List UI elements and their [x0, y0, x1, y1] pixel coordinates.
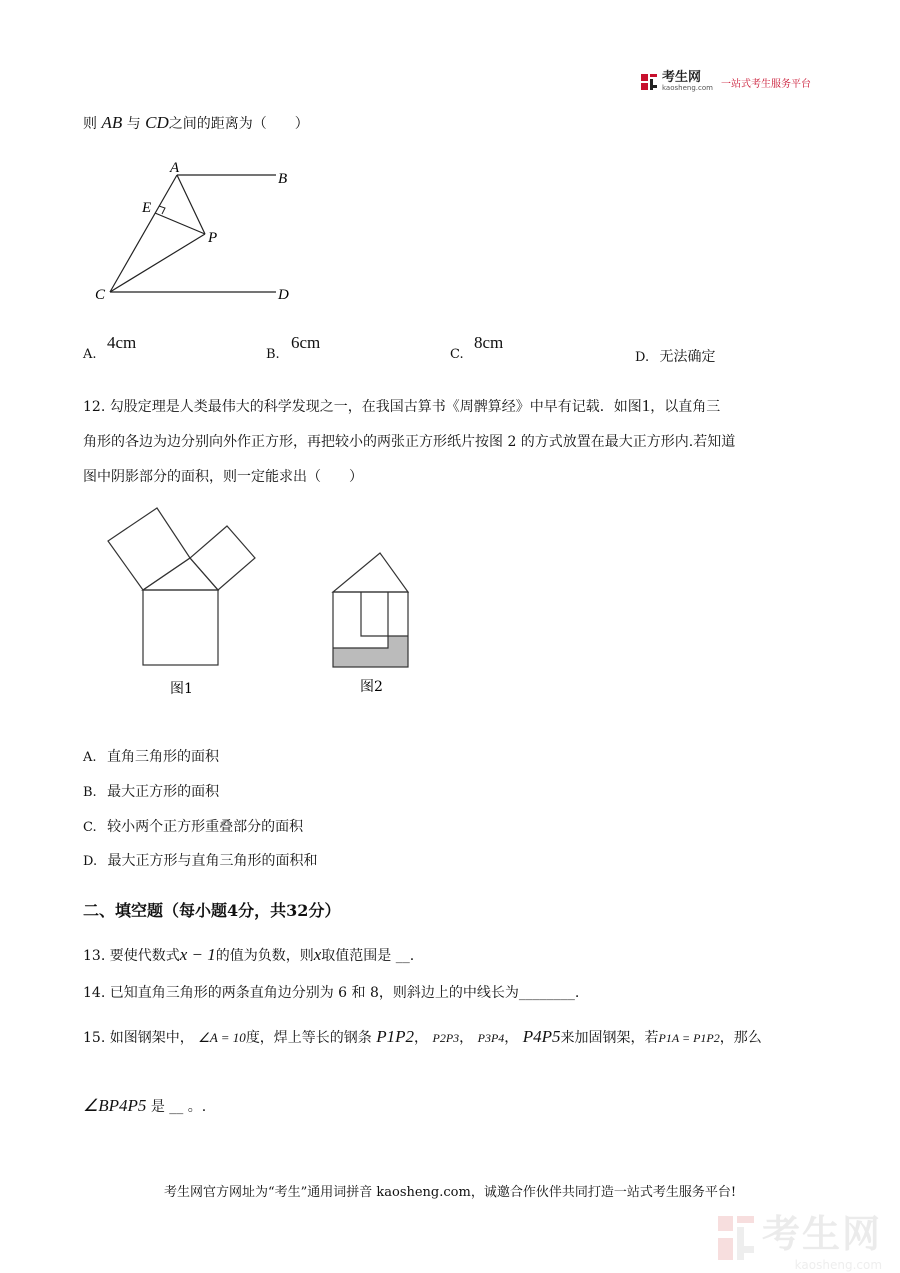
kaosheng-logo-icon: [640, 73, 658, 91]
option-letter: B.: [83, 785, 97, 800]
q12-fig-num: 1: [641, 396, 651, 415]
header-logo: [640, 72, 811, 92]
label-b: B: [278, 171, 288, 187]
q12-option-d[interactable]: [83, 850, 318, 870]
option-letter: D.: [635, 350, 650, 365]
square-left: [108, 508, 190, 590]
q13-post: 取值范围是 __.: [321, 948, 415, 964]
q11-stem-pre: 则: [83, 116, 97, 132]
watermark-icon: [716, 1214, 756, 1262]
q13-expression: x − 1: [179, 945, 216, 964]
q15-line2-post: 是 __ 。.: [150, 1099, 207, 1115]
q12-line1-post: ，以直角三: [650, 399, 721, 415]
q15-bar-3: P3P4: [477, 1031, 505, 1045]
q12-line1-pre: 12. 勾股定理是人类最伟大的科学发现之一，在我国古算书《周髀算经》中早有记载．如图: [83, 399, 642, 415]
q12-option-b[interactable]: [83, 781, 219, 801]
figure-2: [333, 553, 408, 667]
watermark-logo: [716, 1203, 882, 1272]
q11-option-a[interactable]: [83, 346, 97, 362]
logo-domain: kaosheng.com: [662, 84, 713, 92]
option-letter: C.: [450, 347, 464, 362]
section-points-each: 4: [227, 901, 239, 920]
q11-seg-cd: CD: [145, 113, 169, 132]
q11-option-c[interactable]: [450, 346, 464, 362]
q13-pre: 13. 要使代数式: [83, 948, 180, 964]
label-a: A: [170, 160, 180, 176]
fig2-caption: 图2: [360, 679, 383, 695]
q15-post: 来加固钢架，若: [560, 1030, 659, 1046]
section-title-post: 分）: [308, 901, 341, 920]
section-title-mid: 分，共: [238, 901, 287, 920]
option-text: 直角三角形的面积: [106, 749, 219, 765]
label-e: E: [142, 200, 152, 216]
q15-bar-2: P2P3: [432, 1031, 460, 1045]
q14: 14. 已知直角三角形的两条直角边分别为 6 和 8，则斜边上的中线长为________.: [83, 985, 580, 1001]
option-text: 最大正方形的面积: [107, 784, 220, 800]
line-ac: [110, 175, 177, 292]
q11-stem-post: 之间的距离为（ ）: [168, 116, 309, 132]
watermark-domain: kaosheng.com: [794, 1258, 883, 1272]
q12-line3: 图中阴影部分的面积，则一定能求出（ ）: [83, 469, 363, 485]
q11-option-b[interactable]: [266, 346, 280, 362]
q15-line2: [83, 1096, 206, 1116]
q12-option-c[interactable]: [83, 816, 303, 836]
label-p: P: [208, 230, 218, 246]
q15-line2-angle: ∠BP4P5: [83, 1096, 147, 1115]
inner-square-2: [361, 592, 408, 636]
option-letter: C.: [83, 820, 97, 835]
q15-sep: ，: [504, 1030, 519, 1046]
q15-pre: 15. 如图钢架中，: [83, 1030, 194, 1046]
section-title-pre: 二、填空题（每小题: [83, 901, 228, 920]
option-letter: D.: [83, 854, 98, 869]
q15-line1: [83, 1027, 762, 1047]
line-ap: [177, 175, 205, 234]
q15-mid: 度，焊上等长的钢条: [245, 1030, 372, 1046]
q12-line2: 角形的各边为边分别向外作正方形，再把较小的两张正方形纸片按图 2 的方式放置在最大正方形内.若知道: [83, 434, 736, 450]
q13: [83, 945, 414, 965]
q15-sep: ，: [414, 1030, 429, 1046]
q11-seg-ab: AB: [101, 113, 123, 132]
option-letter: A.: [83, 750, 97, 765]
q15-end: ，那么: [719, 1030, 762, 1046]
option-text: 较小两个正方形重叠部分的面积: [107, 819, 304, 835]
q11-figure: [90, 155, 310, 315]
right-angle-mark: [159, 206, 165, 214]
q11-option-d[interactable]: [635, 346, 716, 366]
q11-option-c-text: 8cm: [474, 333, 504, 352]
watermark-name: 考生网: [762, 1212, 883, 1256]
q15-condition: P1A = P1P2: [658, 1031, 720, 1045]
fig1-caption: 图1: [170, 681, 193, 697]
square-right: [190, 526, 255, 590]
q12-option-a[interactable]: [83, 746, 219, 766]
logo-name: 考生网: [662, 70, 702, 85]
option-text: 无法确定: [659, 349, 716, 365]
q11-stem-mid: 与: [126, 116, 141, 132]
q12-figures: [100, 500, 420, 705]
q15-angle: ∠A = 10: [198, 1030, 246, 1045]
q11-option-a-text: 4cm: [107, 333, 137, 352]
q12-line1: [83, 396, 720, 416]
q13-variable: x: [313, 945, 322, 964]
triangle-top: [333, 553, 408, 592]
shaded-area: [333, 648, 408, 667]
section-points-total: 32: [286, 901, 309, 920]
section-2-title: [83, 898, 340, 921]
q11-stem: [83, 113, 309, 133]
q13-mid: 的值为负数，则: [215, 948, 314, 964]
label-c: C: [95, 287, 106, 303]
q15-sep: ，: [459, 1030, 474, 1046]
large-square: [143, 590, 218, 665]
q15-bar-4: P4P5: [522, 1027, 561, 1046]
line-cp: [110, 234, 205, 292]
q15-bar-1: P1P2: [376, 1027, 415, 1046]
option-text: 最大正方形与直角三角形的面积和: [107, 853, 318, 869]
option-letter: B.: [266, 347, 280, 362]
right-triangle: [143, 558, 218, 590]
q11-option-b-text: 6cm: [291, 333, 321, 352]
line-ep: [155, 213, 205, 234]
header-slogan: 一站式考生服务平台: [720, 78, 811, 90]
label-d: D: [278, 287, 289, 303]
footer-text: 考生网官方网址为“考生”通用词拼音 kaosheng.com，诚邀合作伙伴共同打造一站式考生服务平台!: [163, 1185, 737, 1200]
figure-1: [108, 508, 255, 665]
option-letter: A.: [83, 347, 97, 362]
shaded-area-2: [388, 636, 408, 648]
